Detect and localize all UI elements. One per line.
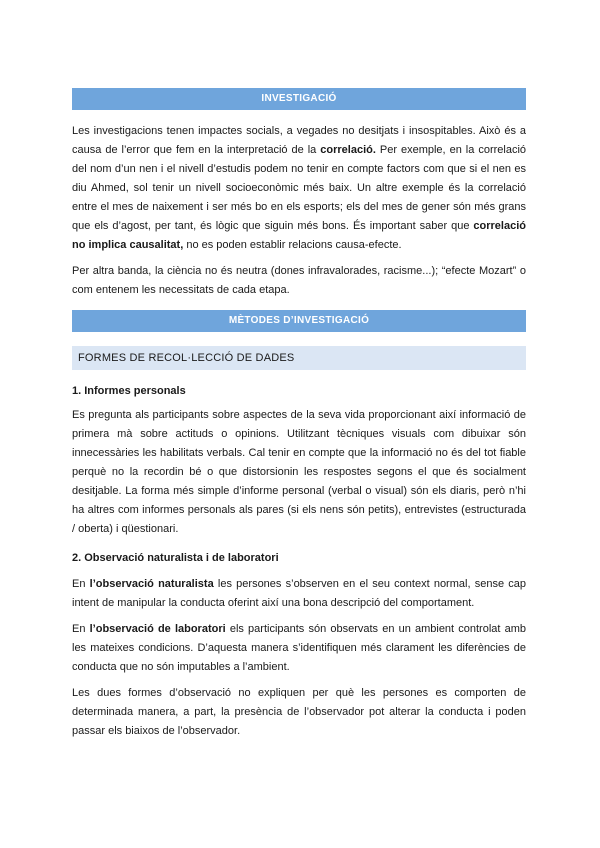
bold-correlacio: correlació. bbox=[320, 144, 376, 156]
bold-causalitat: correlació no implica causalitat, bbox=[72, 220, 526, 251]
paragraph-informes: Es pregunta als participants sobre aspectes de la seva vida proporcionant així informació de primera mà sobre actituds o opinions. Utilitzant tècniques visuals com dibuixar són innecessàries les habilitats verbals. Cal tenir en compte que la informació no és del tot fiable perquè no la recordin bé o que distorsionin les respostes segons el que és socialment desitjable. La forma més simple d’informe personal (verbal o visual) són els diaris, però n’hi ha altres com informes personals als pares (si els nens són petits), entrevistes (estructurada / oberta) i qüestionari. bbox=[72, 409, 526, 535]
paragraph-correlacio: Les investigacions tenen impactes socials, a vegades no desitjats i insospitables. Això és a causa de l’error que fem en la interpretació de la correlació. Per exemple, en la correlació del nom d’un nen i el nivell d’estudis podem no tenir en compte factors com que si el nen es diu Ahmed, sol tenir un nivell socioeconòmic més baix. Un altre exemple és la correlació entre el mes de naixement i ser més bo en els esports; els del mes de gener són més grans que els d’agost, per tant, és lògic que siguin més bons. És important saber que correlació no implica causalitat, no es poden establir relacions causa-efecte. bbox=[72, 125, 527, 251]
subsection-banner-formes: FORMES DE RECOL·LECCIÓ DE DADES bbox=[72, 346, 526, 370]
paragraph-naturalista: En l’observació naturalista les persones s’observen en el seu context normal, sense cap intent de manipular la conducta oferint així una bona descripció del comportament. bbox=[72, 578, 526, 609]
heading-informes-personals: 1. Informes personals bbox=[72, 385, 186, 397]
bold-laboratori: l’observació de laboratori bbox=[89, 623, 226, 635]
paragraph-ciencia: Per altra banda, la ciència no és neutra (dones infravalorades, racisme...); “efecte Mozart” o com entenem les necessitats de cada etapa. bbox=[72, 265, 526, 296]
section-banner-investigacio: INVESTIGACIÓ bbox=[72, 88, 526, 110]
document-page bbox=[72, 88, 526, 741]
paragraph-laboratori: En l’observació de laboratori els participants són observats en un ambient controlat amb les mateixes condicions. D’aquesta manera s’identifiquen més clarament les diferències de conducta que no són imputables a l’ambient. bbox=[72, 623, 527, 673]
section-banner-metodes: MÈTODES D’INVESTIGACIÓ bbox=[72, 310, 526, 332]
heading-observacio: 2. Observació naturalista i de laboratori bbox=[72, 552, 279, 564]
paragraph-limitacions: Les dues formes d’observació no expliquen per què les persones es comporten de determinada manera, a part, la presència de l’observador pot alterar la conducta i poden passar els biaixos de l’observador. bbox=[72, 687, 526, 737]
bold-naturalista: l’observació naturalista bbox=[89, 578, 214, 590]
